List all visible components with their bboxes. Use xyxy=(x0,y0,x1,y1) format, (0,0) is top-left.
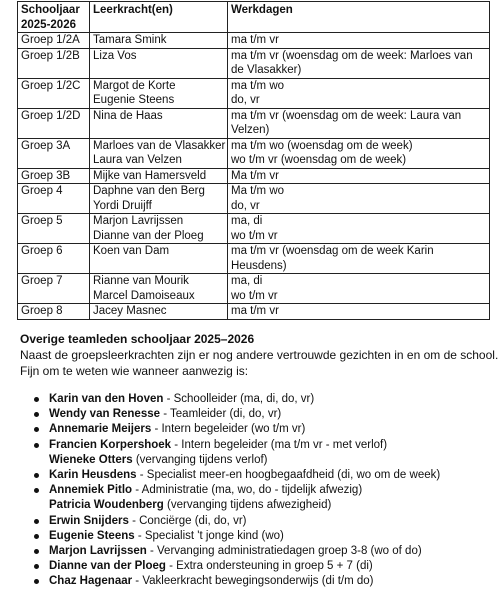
teacher-cell xyxy=(90,168,228,184)
staff-role: - Vakleerkracht bewegingsonderwijs (di t/m do) xyxy=(132,575,374,588)
teacher-cell xyxy=(90,108,228,138)
list-item xyxy=(34,529,440,544)
group-cell: Groep 1/2C xyxy=(18,78,90,108)
section-intro xyxy=(20,347,499,379)
teacher-name: Dianne van der Ploeg xyxy=(93,229,204,242)
teacher-cell xyxy=(90,33,228,49)
substitute-name: Patricia Woudenberg xyxy=(49,499,164,512)
bullet-icon xyxy=(34,443,39,448)
staff-name: Karin Heusdens xyxy=(49,469,137,482)
workdays-cell xyxy=(228,214,490,244)
table-row xyxy=(18,138,490,168)
staff-line xyxy=(49,529,440,544)
workdays-cell xyxy=(228,138,490,168)
table-row xyxy=(18,304,490,320)
header-schooljaar-line2: 2025-2026 xyxy=(21,18,76,31)
table-body xyxy=(18,33,490,320)
list-item xyxy=(34,438,440,468)
bullet-icon xyxy=(34,564,39,569)
table-row xyxy=(18,274,490,304)
teacher-schedule-table xyxy=(17,1,490,320)
staff-line xyxy=(49,392,440,407)
table-row xyxy=(18,214,490,244)
staff-role: - Administratie (ma, wo, do - tijdelijk afwezig) xyxy=(132,484,363,497)
staff-name: Annemarie Meijers xyxy=(49,423,152,436)
list-item xyxy=(34,544,440,559)
group-cell: Groep 7 xyxy=(18,274,90,304)
list-item xyxy=(34,407,440,422)
workdays-text: ma t/m wo (woensdag om de week) xyxy=(231,139,413,152)
staff-name: Chaz Hagenaar xyxy=(49,575,133,588)
bullet-icon xyxy=(34,412,39,417)
teacher-cell xyxy=(90,78,228,108)
table-row xyxy=(18,78,490,108)
workdays-text: Heusdens) xyxy=(231,259,287,272)
staff-name: Eugenie Steens xyxy=(49,529,135,542)
staff-line xyxy=(49,438,440,453)
teacher-cell xyxy=(90,244,228,274)
group-cell: Groep 1/2D xyxy=(18,108,90,138)
teacher-name: Mijke van Hamersveld xyxy=(93,169,207,182)
intro-line-1: Naast de groepsleerkrachten zijn er nog andere vertrouwde gezichten in en om de school. xyxy=(20,348,499,362)
group-cell: Groep 8 xyxy=(18,304,90,320)
list-item xyxy=(34,468,440,483)
intro-line-2: Fijn om te weten wie wanneer aanwezig is: xyxy=(20,364,249,378)
staff-line xyxy=(49,544,440,559)
group-cell: Groep 1/2A xyxy=(18,33,90,49)
staff-name: Marjon Lavrijssen xyxy=(49,545,147,558)
staff-role: - Intern begeleider (ma t/m vr - met verlof) xyxy=(171,438,388,451)
teacher-name: Marcel Damoiseaux xyxy=(93,289,195,302)
workdays-text: wo t/m vr (woensdag om de week) xyxy=(231,154,407,166)
teacher-name: Yordi Druijff xyxy=(93,199,152,212)
staff-line xyxy=(49,407,440,422)
teacher-cell xyxy=(90,274,228,304)
table-row xyxy=(18,168,490,184)
teacher-name: Eugenie Steens xyxy=(93,94,175,106)
workdays-cell xyxy=(228,33,490,49)
group-cell: Groep 3A xyxy=(18,138,90,168)
teacher-name: Jacey Masnec xyxy=(93,305,167,317)
staff-line xyxy=(49,559,440,574)
workdays-cell xyxy=(228,168,490,184)
teacher-name: Liza Vos xyxy=(93,49,137,62)
staff-line xyxy=(49,422,440,437)
staff-role: - Vervanging administratiedagen groep 3-8 (wo of do) xyxy=(146,545,422,558)
staff-role: - Conciërge (di, do, vr) xyxy=(128,514,247,527)
list-item xyxy=(34,559,440,574)
staff-role: - Intern begeleider (wo t/m vr) xyxy=(151,423,306,436)
workdays-text: ma t/m vr xyxy=(231,305,279,317)
teacher-name: Rianne van Mourik xyxy=(93,275,189,287)
workdays-cell xyxy=(228,108,490,138)
table-row xyxy=(18,184,490,214)
teacher-cell xyxy=(90,184,228,214)
section-title: Overige teamleden schooljaar 2025–2026 xyxy=(20,332,255,346)
staff-role: - Specialist 't jonge kind (wo) xyxy=(134,529,284,542)
workdays-cell xyxy=(228,48,490,78)
staff-role: - Teamleider (di, do, vr) xyxy=(160,408,282,421)
table-row xyxy=(18,244,490,274)
table-row xyxy=(18,33,490,49)
staff-line xyxy=(49,483,440,498)
substitute-role: (vervanging tijdens verlof) xyxy=(132,453,268,466)
bullet-icon xyxy=(34,579,39,584)
bullet-icon xyxy=(34,549,39,554)
workdays-cell xyxy=(228,184,490,214)
teacher-cell xyxy=(90,214,228,244)
header-schooljaar-line1: Schooljaar xyxy=(21,4,80,16)
staff-name: Annemiek Pitlo xyxy=(49,484,133,497)
workdays-text: Velzen) xyxy=(231,124,270,136)
bullet-icon xyxy=(34,519,39,524)
staff-name: Karin van den Hoven xyxy=(49,393,164,405)
bullet-icon xyxy=(34,534,39,539)
workdays-cell xyxy=(228,274,490,304)
workdays-cell xyxy=(228,244,490,274)
staff-name: Dianne van der Ploeg xyxy=(49,560,166,573)
teacher-name: Marloes van de Vlasakker xyxy=(93,139,226,152)
staff-name: Wendy van Renesse xyxy=(49,408,161,421)
list-item xyxy=(34,422,440,437)
workdays-text: ma t/m vr xyxy=(231,34,279,46)
list-item xyxy=(34,514,440,529)
teacher-name: Nina de Haas xyxy=(93,109,163,122)
workdays-text: ma t/m vr (woensdag om de week Karin xyxy=(231,245,434,257)
table-row xyxy=(18,48,490,78)
bullet-icon xyxy=(34,473,39,478)
workdays-text: ma t/m wo xyxy=(231,79,285,92)
teacher-name: Tamara Smink xyxy=(93,34,167,46)
workdays-text: do, vr xyxy=(231,94,260,106)
workdays-text: ma t/m vr (woensdag om de week: Laura van xyxy=(231,109,462,122)
group-cell: Groep 3B xyxy=(18,168,90,184)
workdays-text: de Vlasakker) xyxy=(231,64,302,76)
teacher-name: Laura van Velzen xyxy=(93,154,182,166)
substitute-name: Wieneke Otters xyxy=(49,453,133,466)
workdays-text: ma, di xyxy=(231,275,263,287)
table-row xyxy=(18,108,490,138)
list-item xyxy=(34,483,440,513)
header-werkdagen: Werkdagen xyxy=(228,2,490,33)
staff-role: - Extra ondersteuning in groep 5 + 7 (di) xyxy=(165,560,373,573)
group-cell: Groep 5 xyxy=(18,214,90,244)
workdays-text: wo t/m vr xyxy=(231,289,278,302)
teacher-name: Koen van Dam xyxy=(93,245,170,257)
workdays-text: Ma t/m wo xyxy=(231,185,285,197)
workdays-text: do, vr xyxy=(231,199,260,212)
list-item xyxy=(34,574,440,589)
staff-line xyxy=(49,468,440,483)
staff-name: Francien Korpershoek xyxy=(49,438,172,451)
substitute-role: (vervanging tijdens afwezigheid) xyxy=(163,499,332,512)
workdays-text: Ma t/m vr xyxy=(231,169,279,182)
staff-list xyxy=(34,392,440,590)
teacher-cell xyxy=(90,138,228,168)
teacher-cell xyxy=(90,48,228,78)
table-header-row xyxy=(18,2,490,33)
list-item xyxy=(34,392,440,407)
group-cell: Groep 4 xyxy=(18,184,90,214)
bullet-icon xyxy=(34,488,39,493)
staff-role: - Schoolleider (ma, di, do, vr) xyxy=(163,393,315,405)
workdays-cell xyxy=(228,78,490,108)
teacher-name: Margot de Korte xyxy=(93,79,176,92)
staff-substitute-line xyxy=(49,453,440,468)
workdays-text: ma, di xyxy=(231,215,263,227)
bullet-icon xyxy=(34,427,39,432)
header-leerkracht: Leerkracht(en) xyxy=(90,2,228,33)
staff-substitute-line xyxy=(49,498,440,513)
workdays-cell xyxy=(228,304,490,320)
group-cell: Groep 6 xyxy=(18,244,90,274)
teacher-cell xyxy=(90,304,228,320)
staff-line xyxy=(49,514,440,529)
staff-role: - Specialist meer-en hoogbegaafdheid (di, wo om de week) xyxy=(136,469,441,482)
workdays-text: ma t/m vr (woensdag om de week: Marloes van xyxy=(231,49,473,62)
bullet-icon xyxy=(34,397,39,402)
group-cell: Groep 1/2B xyxy=(18,48,90,78)
staff-name: Erwin Snijders xyxy=(49,514,129,527)
staff-line xyxy=(49,574,440,589)
header-schooljaar xyxy=(18,2,90,33)
teacher-name: Marjon Lavrijssen xyxy=(93,215,184,227)
teacher-name: Daphne van den Berg xyxy=(93,185,205,197)
workdays-text: wo t/m vr xyxy=(231,229,278,242)
